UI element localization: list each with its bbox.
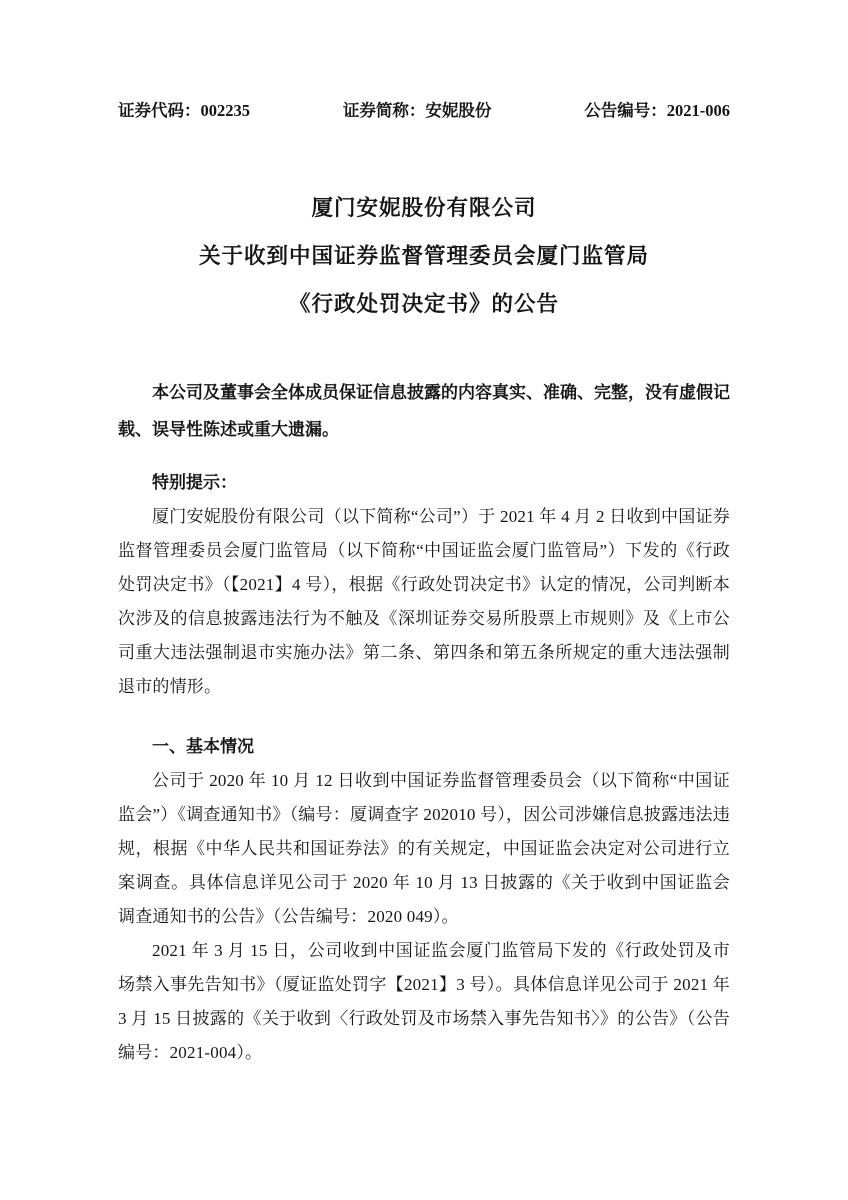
stock-code: 证券代码：002235 <box>118 101 250 120</box>
stock-short-name: 证券简称：安妮股份 <box>342 101 492 120</box>
section-1-paragraph-1: 公司于 2020 年 10 月 12 日收到中国证券监督管理委员会（以下简称“中国证监会”）《调查通知书》（编号：厦调查字 202010 号），因公司涉嫌信息披露违法违规，根据《中华人民共和国证券法》的有关规定，中国证监会决定对公司进行立案调查。具体信息详见公司于 2020 年 10 月 13 日披露的《关于收到中国证监会调查通知书的公告》（公告编号：2020 049）。 <box>118 771 730 926</box>
section-1-heading: 一、基本情况 <box>152 737 254 756</box>
document-header <box>118 100 730 122</box>
special-notice-heading: 特别提示： <box>152 473 237 492</box>
special-notice-paragraph: 厦门安妮股份有限公司（以下简称“公司”）于 2021 年 4 月 2 日收到中国证券监督管理委员会厦门监管局（以下简称“中国证监会厦门监管局”）下发的《行政处罚决定书》（【2021】4 号），根据《行政处罚决定书》认定的情况，公司判断本次涉及的信息披露违法行为不触及《深圳证券交易所股票上市规则》及《上市公司重大违法强制退市实施办法》第二条、第四条和第五条所规定的重大违法强制退市的情形。 <box>118 507 730 696</box>
title-line-company: 厦门安妮股份有限公司 <box>311 196 537 220</box>
title-line-doctype: 《行政处罚决定书》的公告 <box>288 292 559 316</box>
announcement-number: 公告编号：2021-006 <box>584 101 730 120</box>
board-disclaimer: 本公司及董事会全体成员保证信息披露的内容真实、准确、完整，没有虚假记载、误导性陈述或重大遗漏。 <box>118 383 730 439</box>
title-line-subject: 关于收到中国证券监督管理委员会厦门监管局 <box>198 244 649 268</box>
document-title <box>118 184 730 328</box>
section-1-paragraph-2: 2021 年 3 月 15 日，公司收到中国证监会厦门监管局下发的《行政处罚及市场禁入事先告知书》（厦证监处罚字【2021】3 号）。具体信息详见公司于 2021 年 3 月 15 日披露的《关于收到〈行政处罚及市场禁入事先告知书〉》的公告》（公告编号：2021-004）。 <box>118 941 730 1062</box>
